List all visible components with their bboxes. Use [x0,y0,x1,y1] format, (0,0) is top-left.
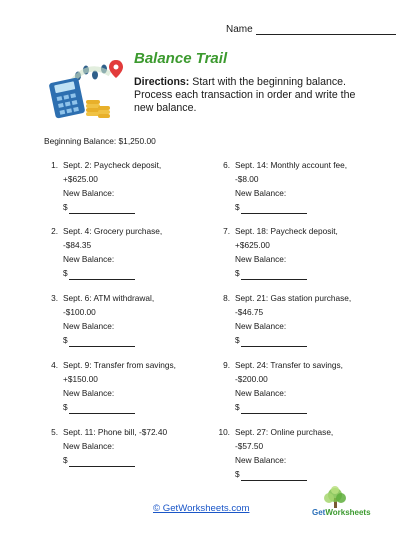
new-balance-label: New Balance: [63,441,115,451]
dollar-sign: $ [63,268,68,278]
website-link[interactable]: © GetWorksheets.com [153,503,250,514]
item-number: 4. [51,360,58,370]
dollar-sign: $ [63,455,68,465]
dollar-sign: $ [235,268,240,278]
answer-field[interactable] [63,400,187,414]
answer-line[interactable] [69,337,135,347]
new-balance-label: New Balance: [235,254,287,264]
new-balance-label: New Balance: [63,321,115,331]
transaction-text: Sept. 6: ATM withdrawal, -$100.00 [63,293,155,317]
dollar-sign: $ [235,335,240,345]
directions-body: Start with the beginning balance. Process each transaction in order and write the new balance. [134,76,356,114]
logo-get: Get [312,508,326,517]
coin-stack-icon [86,100,110,118]
dollar-sign: $ [235,469,240,479]
map-pin-icon [109,60,123,78]
new-balance-label: New Balance: [63,388,115,398]
answer-field[interactable] [235,467,359,481]
item-number: 3. [51,293,58,303]
new-balance-label: New Balance: [63,188,115,198]
item-number: 10. [218,427,230,437]
answer-line[interactable] [69,204,135,214]
answer-line[interactable] [69,270,135,280]
tree-logo-icon [312,486,378,510]
dollar-sign: $ [63,335,68,345]
item-number: 2. [51,226,58,236]
answer-line[interactable] [241,337,307,347]
transaction-text: Sept. 14: Monthly account fee, -$8.00 [235,160,348,184]
answer-field[interactable] [63,453,187,467]
calculator-icon [49,77,86,118]
answer-line[interactable] [241,404,307,414]
answer-field[interactable] [235,400,359,414]
transaction-text: Sept. 21: Gas station purchase, -$46.75 [235,293,352,317]
answer-line[interactable] [241,471,307,481]
transaction-text: Sept. 4: Grocery purchase, -$84.35 [63,226,163,250]
item-number: 5. [51,427,58,437]
name-field[interactable] [226,24,396,35]
worksheet-title: Balance Trail [134,50,228,67]
beginning-balance: Beginning Balance: $1,250.00 [44,136,156,146]
answer-field[interactable] [235,333,359,347]
answer-line[interactable] [241,204,307,214]
new-balance-label: New Balance: [235,455,287,465]
transaction-text: Sept. 18: Paycheck deposit, +$625.00 [235,226,338,250]
item-number: 8. [223,293,230,303]
budget-illustration [48,58,128,120]
logo-worksheets: Worksheets [325,508,371,517]
name-line[interactable] [256,24,396,35]
new-balance-label: New Balance: [235,388,287,398]
answer-field[interactable] [63,266,187,280]
transaction-text: Sept. 2: Paycheck deposit, +$625.00 [63,160,162,184]
item-number: 9. [223,360,230,370]
dollar-sign: $ [235,402,240,412]
answer-field[interactable] [235,200,359,214]
transaction-text: Sept. 24: Transfer to savings, -$200.00 [235,360,343,384]
answer-line[interactable] [241,270,307,280]
directions-label: Directions: [134,76,190,88]
answer-line[interactable] [69,404,135,414]
new-balance-label: New Balance: [235,321,287,331]
logo-wordmark [312,508,371,517]
answer-line[interactable] [69,457,135,467]
answer-field[interactable] [63,333,187,347]
getworksheets-logo [312,486,378,522]
name-label: Name [226,24,253,35]
new-balance-label: New Balance: [63,254,115,264]
transaction-text: Sept. 27: Online purchase, -$57.50 [235,427,334,451]
new-balance-label: New Balance: [235,188,287,198]
item-number: 7. [223,226,230,236]
answer-field[interactable] [235,266,359,280]
answer-field[interactable] [63,200,187,214]
item-number: 6. [223,160,230,170]
dollar-sign: $ [63,402,68,412]
transaction-text: Sept. 9: Transfer from savings, +$150.00 [63,360,176,384]
transaction-text: Sept. 11: Phone bill, -$72.40 [63,427,168,437]
item-number: 1. [51,160,58,170]
directions-text [134,76,370,115]
dollar-sign: $ [63,202,68,212]
dollar-sign: $ [235,202,240,212]
